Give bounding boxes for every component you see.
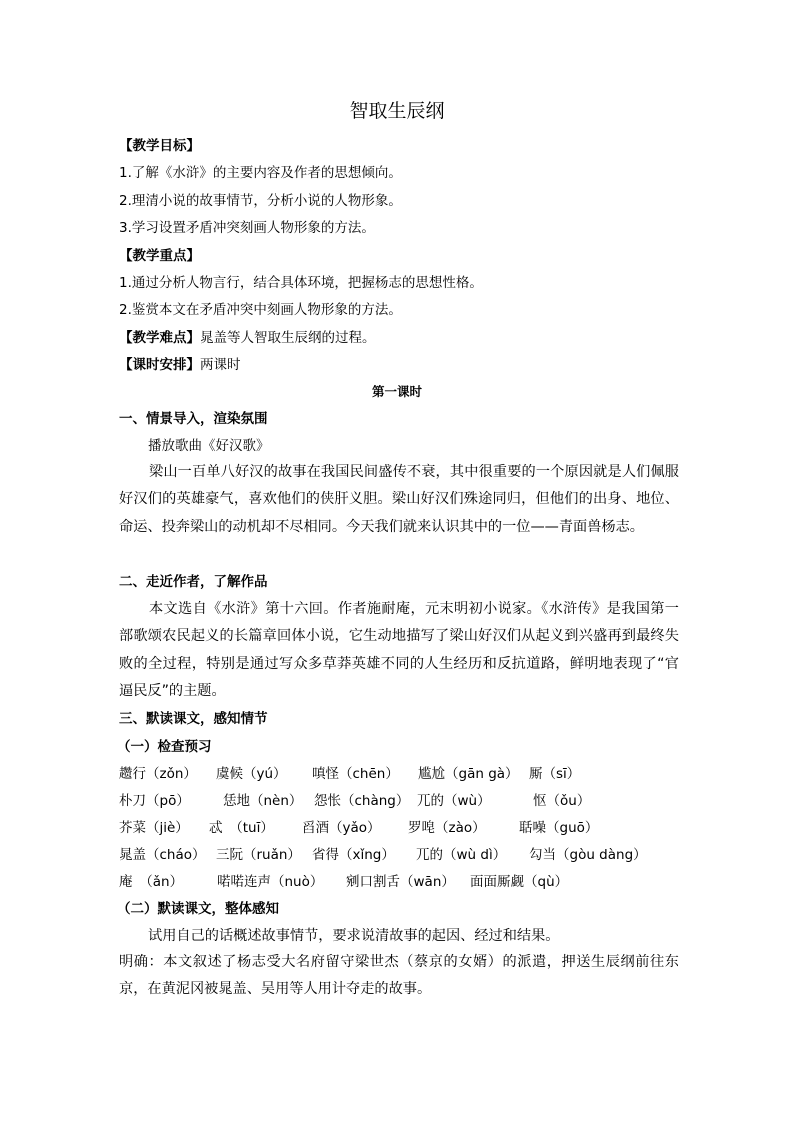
vocab-item: 趱行（zǒn） <box>119 766 197 782</box>
goal-item: 2.理清小说的故事情节，分析小说的人物形象。 <box>119 193 402 209</box>
lesson-title: 第一课时 <box>371 384 422 399</box>
section1-heading: 一、情景导入，渲染氛围 <box>119 411 268 427</box>
vocab-item: 庵 （ǎn） <box>119 874 184 890</box>
difficulty-text: 晁盖等人智取生辰纲的过程。 <box>200 330 376 346</box>
vocab-item: 芥菜（jiè） <box>119 820 189 836</box>
vocab-item: 罗唣（zào） <box>408 820 486 836</box>
vocab-item: 勾当（gòu dàng） <box>529 847 647 863</box>
vocab-item: 厮（sī） <box>529 766 581 782</box>
preview-subheading: （一）检查预习 <box>117 739 212 755</box>
keypoint-item: 1.通过分析人物言行，结合具体环境，把握杨志的思想性格。 <box>119 275 483 291</box>
schedule-text: 两课时 <box>200 357 241 373</box>
vocab-item: 聒噪（guō） <box>519 820 599 836</box>
vocab-item: 喏喏连声（nuò） <box>217 874 324 890</box>
goal-item: 3.学习设置矛盾冲突刻画人物形象的方法。 <box>119 220 375 236</box>
document-title: 智取生辰纲 <box>349 100 445 122</box>
answer-paragraph: 明确：本文叙述了杨志受大名府留守梁世杰（蔡京的女婿）的派遣，押送生辰纲前往东京，在黄泥冈被晁盖、吴用等人用计夺走的故事。 <box>119 954 679 998</box>
keypoints-heading: 【教学重点】 <box>119 248 200 264</box>
vocab-row <box>119 845 679 865</box>
vocab-item: 怨怅（chàng） <box>314 793 410 809</box>
section3-heading: 三、默读课文，感知情节 <box>119 711 268 727</box>
reading-subheading: （二）默读课文，整体感知 <box>117 901 279 917</box>
vocab-row <box>119 872 679 892</box>
goals-heading: 【教学目标】 <box>119 138 200 154</box>
vocab-item: 虞候（yú） <box>216 766 287 782</box>
vocab-item: 面面厮觑（qù） <box>470 874 569 890</box>
section2-heading: 二、走近作者，了解作品 <box>119 574 268 590</box>
vocab-item: 怄（ǒu） <box>533 793 591 809</box>
vocab-item: 朴刀（pō） <box>119 793 190 809</box>
vocab-item: 兀的（wù） <box>417 793 491 809</box>
intro-paragraph: 梁山一百单八好汉的故事在我国民间盛传不衰，其中很重要的一个原因就是人们佩服好汉们的英雄豪气，喜欢他们的侠肝义胆。梁山好汉们殊途同归，但他们的出身、地位、命运、投奔梁山的动机却不尽相同。今天我们就来认识其中的一位——青面兽杨志。 <box>119 464 679 535</box>
vocab-item: 剜口割舌（wān） <box>346 874 455 890</box>
goal-item: 1.了解《水浒》的主要内容及作者的思想倾向。 <box>119 165 402 181</box>
vocab-item: 忒 （tuī） <box>209 820 274 836</box>
vocab-row <box>119 791 679 811</box>
vocab-item: 尴尬（gān gà） <box>418 766 519 782</box>
schedule-line <box>119 355 241 375</box>
vocab-item: 舀酒（yǎo） <box>302 820 381 836</box>
author-paragraph: 本文选自《水浒》第十六回。作者施耐庵，元末明初小说家。《水浒传》是我国第一部歌颂农民起义的长篇章回体小说，它生动地描写了梁山好汉们从起义到兴盛再到最终失败的全过程，特别是通过写众多草莽英雄不同的人生经历和反抗道路，鲜明地表现了“官逼民反”的主题。 <box>119 601 679 699</box>
task-line: 试用自己的话概述故事情节，要求说清故事的起因、经过和结果。 <box>148 928 560 944</box>
vocab-row <box>119 818 679 838</box>
vocab-item: 三阮（ruǎn） <box>216 847 301 863</box>
difficulty-line <box>119 328 376 348</box>
vocab-item: 兀的（wù dì） <box>416 847 507 863</box>
vocab-row <box>119 764 679 784</box>
song-line: 播放歌曲《好汉歌》 <box>148 438 270 454</box>
vocab-item: 省得（xǐng） <box>312 847 395 863</box>
schedule-label: 【课时安排】 <box>119 357 200 373</box>
vocab-item: 晁盖（cháo） <box>119 847 206 863</box>
keypoint-item: 2.鉴赏本文在矛盾冲突中刻画人物形象的方法。 <box>119 302 402 318</box>
vocab-item: 恁地（nèn） <box>223 793 303 809</box>
difficulty-label: 【教学难点】 <box>119 330 200 346</box>
vocab-item: 嗔怪（chēn） <box>312 766 399 782</box>
